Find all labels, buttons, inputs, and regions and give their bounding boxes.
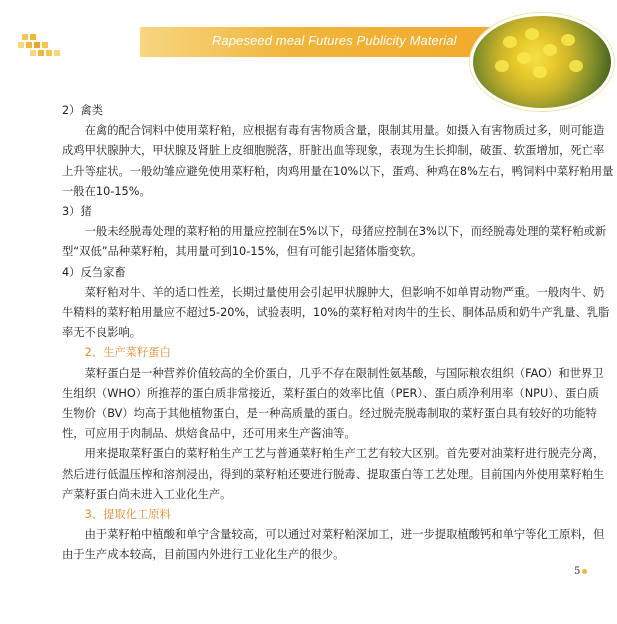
page-number-dot-icon [582,569,587,574]
section-heading: 2、生产菜籽蛋白 [62,346,171,360]
body-text [62,101,614,566]
paragraph-line: 由于生产成本较高，目前国内外进行工业化生产的很少。 [62,548,345,562]
paragraph-line: 菜籽粕对牛、羊的适口性差，长期过量使用会引起甲状腺肿大，但影响不如单胃动物严重。一般肉牛、奶 [62,285,605,299]
paragraph-line: 一般未经脱毒处理的菜籽粕的用量应控制在5%以下，母猪应控制在3%以下，而经脱毒处理的菜籽粕或新 [62,225,607,239]
paragraph-line: 上升等症状。一般幼雏应避免使用菜籽粕，肉鸡用量在10%以下，蛋鸡、种鸡在8%左右，鸭饲料中菜籽粕用量 [62,164,614,178]
decorative-squares-logo [14,30,74,58]
subsection-heading: 2）禽类 [62,104,104,117]
page-number [574,566,587,577]
paragraph-line: 性，可应用于肉制品、烘焙食品中，还可用来生产酱油等。 [62,427,356,441]
paragraph-line: 菜籽蛋白是一种营养价值较高的全价蛋白，几乎不存在限制性氨基酸，与国际粮农组织（FAO）和世界卫 [62,366,604,380]
page-number-value: 5 [574,566,581,577]
header-title: Rapeseed meal Futures Publicity Material [212,33,457,48]
paragraph-line: 然后进行低温压榨和溶剂浸出，得到的菜籽粕还要进行脱毒、提取蛋白等工艺处理。目前国内外使用菜籽粕生 [62,467,605,481]
rapeseed-flower-image [470,13,614,111]
subsection-heading: 3）猪 [62,205,92,219]
paragraph-line: 在禽的配合饲料中使用菜籽粕，应根据有毒有害物质含量，限制其用量。如摄入有害物质过多，则可能造 [62,124,605,138]
paragraph-line: 型“双低”品种菜籽粕，其用量可到10-15%，但有可能引起猪体脂变软。 [62,245,423,259]
section-heading: 3、提取化工原料 [62,508,171,522]
paragraph-line: 生组织（WHO）所推荐的蛋白质非常接近，菜籽蛋白的效率比值（PER）、蛋白质净利用率（NPU）、蛋白质 [62,386,600,400]
paragraph-line: 一般在10-15%。 [62,184,151,198]
paragraph-line: 生物价（BV）均高于其他植物蛋白，是一种高质量的蛋白。经过脱壳脱毒制取的菜籽蛋白具有较好的功能特 [62,407,597,421]
paragraph-line: 用来提取菜籽蛋白的菜籽粕生产工艺与普通菜籽粕生产工艺有较大区别。首先要对油菜籽进行脱壳分离， [62,447,605,461]
subsection-heading: 4）反刍家畜 [62,265,126,279]
paragraph-line: 产菜籽蛋白尚未进入工业化生产。 [62,487,232,501]
paragraph-line: 牛精料的菜籽粕用量应不超过5-20%，试验表明，10%的菜籽粕对肉牛的生长、胴体品质和奶牛产乳量、乳脂 [62,306,610,320]
paragraph-line: 率无不良影响。 [62,326,142,340]
paragraph-line: 由于菜籽粕中植酸和单宁含量较高，可以通过对菜籽粕深加工，进一步提取植酸钙和单宁等化工原料，但 [62,528,605,542]
paragraph-line: 成鸡甲状腺肿大，甲状腺及肾脏上皮细胞脱落，肝脏出血等现象，表现为生长抑制，破蛋、软蛋增加，死亡率 [62,144,605,158]
